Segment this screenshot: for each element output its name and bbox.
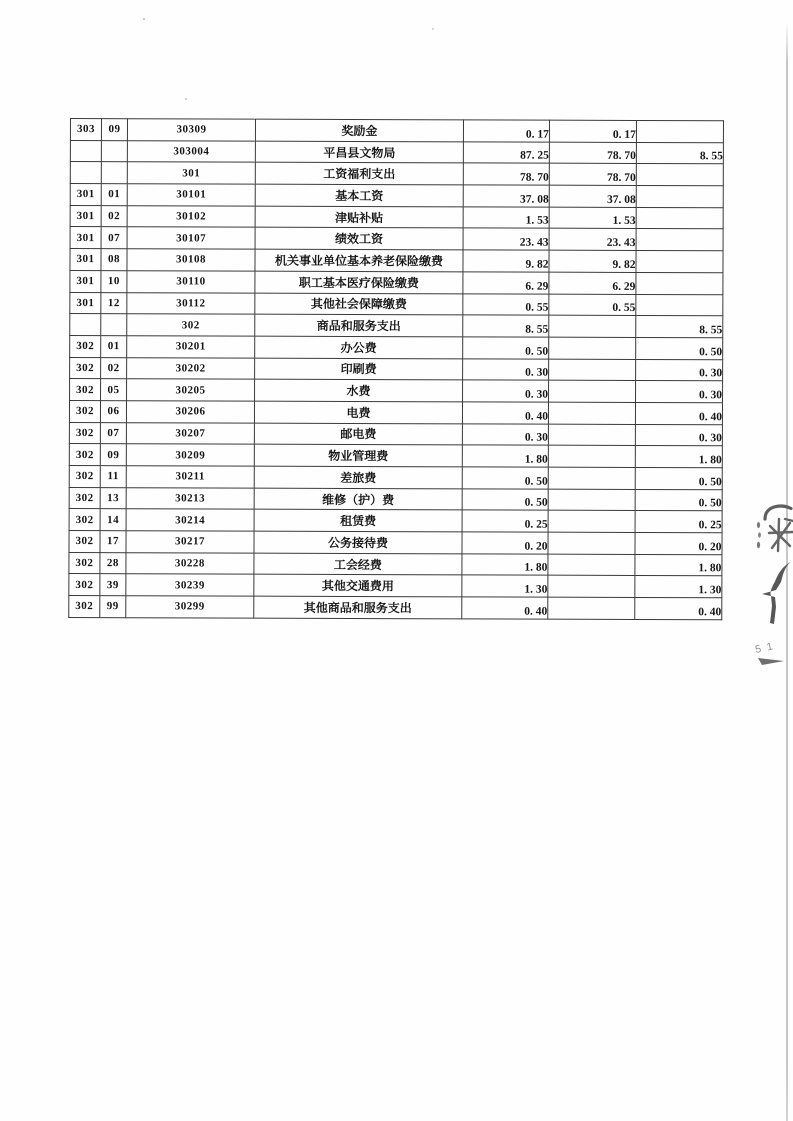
item-code-cell: 30211: [126, 466, 254, 488]
sub-code-cell: 09: [101, 119, 127, 141]
sub-code-cell: [101, 162, 127, 184]
amount-3-cell: 0. 25: [635, 511, 722, 533]
sub-code-cell: 12: [101, 292, 127, 314]
item-name-cell: 邮电费: [254, 423, 462, 445]
amount-3-cell: 0. 20: [635, 533, 722, 555]
amount-2-cell: [549, 359, 636, 381]
sub-code-cell: 28: [100, 552, 126, 574]
table-row: [70, 205, 723, 229]
amount-1-cell: 78. 70: [463, 163, 549, 185]
table-row: [70, 292, 723, 316]
item-code-cell: 303004: [127, 140, 255, 162]
sub-code-cell: 01: [101, 335, 127, 357]
item-name-cell: 公务接待费: [254, 531, 462, 553]
amount-2-cell: [548, 532, 635, 554]
budget-table: [68, 118, 724, 620]
table-row: [69, 487, 722, 511]
table-row: [70, 227, 723, 251]
sub-code-cell: 01: [101, 184, 127, 206]
class-code-cell: 302: [69, 531, 100, 553]
item-code-cell: 30110: [127, 271, 255, 293]
table-row: [69, 465, 722, 489]
amount-2-cell: 6. 29: [549, 272, 636, 294]
table-row: [69, 400, 722, 424]
class-code-cell: [70, 162, 101, 184]
amount-1-cell: 6. 29: [463, 272, 549, 294]
sub-code-cell: 11: [100, 466, 126, 488]
table-row: [69, 552, 722, 576]
item-code-cell: 30101: [127, 184, 255, 206]
item-name-cell: 基本工资: [255, 184, 463, 206]
table-body: [69, 119, 724, 620]
amount-3-cell: [636, 186, 723, 208]
table-row: [70, 184, 723, 208]
class-code-cell: 301: [70, 292, 101, 314]
item-name-cell: 奖励金: [255, 119, 463, 141]
item-name-cell: 商品和服务支出: [255, 314, 463, 336]
class-code-cell: 302: [70, 379, 101, 401]
item-code-cell: 301: [127, 162, 255, 184]
sub-code-cell: [101, 314, 127, 336]
item-name-cell: 办公费: [255, 336, 463, 358]
item-name-cell: 其他社会保障缴费: [255, 293, 463, 315]
table-row: [70, 249, 723, 273]
class-code-cell: [70, 314, 101, 336]
table-row: [69, 574, 722, 598]
class-code-cell: 301: [70, 227, 101, 249]
amount-1-cell: 0. 20: [462, 532, 548, 554]
amount-2-cell: 78. 70: [549, 164, 636, 186]
amount-2-cell: [549, 380, 636, 402]
sub-code-cell: 14: [100, 509, 126, 531]
amount-1-cell: 37. 08: [463, 185, 549, 207]
ink-blob: [762, 562, 791, 624]
sub-code-cell: 10: [101, 270, 127, 292]
amount-1-cell: 9. 82: [463, 250, 549, 272]
sub-code-cell: 17: [100, 531, 126, 553]
item-code-cell: 30102: [127, 205, 255, 227]
class-code-cell: 301: [70, 270, 101, 292]
class-code-cell: 302: [69, 574, 100, 596]
amount-3-cell: 0. 40: [635, 402, 722, 424]
class-code-cell: 302: [69, 487, 100, 509]
item-code-cell: 30206: [126, 401, 254, 423]
item-name-cell: 差旅费: [254, 466, 462, 488]
table-row: [70, 335, 723, 359]
item-name-cell: 水费: [255, 379, 463, 401]
scan-speck: [432, 28, 434, 30]
item-code-cell: 30214: [126, 509, 254, 531]
item-code-cell: 30213: [126, 487, 254, 509]
item-name-cell: 职工基本医疗保险缴费: [255, 271, 463, 293]
item-name-cell: 津贴补贴: [255, 206, 463, 228]
class-code-cell: 302: [69, 400, 100, 422]
item-code-cell: 30239: [126, 574, 254, 596]
sub-code-cell: 13: [100, 487, 126, 509]
sub-code-cell: 07: [100, 422, 126, 444]
sub-code-cell: 05: [101, 379, 127, 401]
class-code-cell: 301: [70, 249, 101, 271]
scan-speck: [143, 18, 145, 20]
item-code-cell: 30309: [127, 119, 255, 141]
class-code-cell: 303: [70, 119, 101, 141]
amount-2-cell: [548, 402, 635, 424]
item-code-cell: 30228: [126, 552, 254, 574]
item-name-cell: 租赁费: [254, 510, 462, 532]
amount-3-cell: 1. 80: [635, 554, 722, 576]
class-code-cell: 302: [70, 335, 101, 357]
amount-3-cell: 0. 30: [635, 424, 722, 446]
sub-code-cell: 06: [100, 401, 126, 423]
amount-1-cell: 0. 40: [462, 402, 548, 424]
item-code-cell: 30209: [126, 444, 254, 466]
table-row: [70, 119, 723, 143]
table-row: [70, 314, 723, 338]
sub-code-cell: 02: [101, 205, 127, 227]
amount-2-cell: 37. 08: [549, 185, 636, 207]
sub-code-cell: 99: [100, 596, 126, 618]
amount-3-cell: [636, 229, 723, 251]
amount-2-cell: 0. 17: [549, 120, 636, 142]
class-code-cell: [70, 140, 101, 162]
amount-2-cell: 78. 70: [549, 142, 636, 164]
amount-2-cell: [548, 445, 635, 467]
table-row: [69, 444, 722, 468]
item-name-cell: 其他商品和服务支出: [254, 596, 462, 618]
item-code-cell: 30107: [127, 227, 255, 249]
amount-2-cell: 1. 53: [549, 207, 636, 229]
item-code-cell: 30207: [126, 422, 254, 444]
class-code-cell: 301: [70, 184, 101, 206]
ink-character-fragment: [769, 519, 793, 551]
table-row: [70, 270, 723, 294]
class-code-cell: 302: [69, 422, 100, 444]
amount-3-cell: 8. 55: [636, 316, 723, 338]
amount-1-cell: 1. 53: [463, 207, 549, 229]
ink-dot: [758, 532, 761, 537]
class-code-cell: 302: [70, 357, 101, 379]
item-name-cell: 绩效工资: [255, 228, 463, 250]
amount-1-cell: 1. 80: [462, 445, 548, 467]
item-name-cell: 其他交通费用: [254, 575, 462, 597]
amount-2-cell: [548, 424, 635, 446]
ink-dot: [757, 542, 760, 548]
item-code-cell: 30112: [127, 292, 255, 314]
item-code-cell: 30217: [126, 531, 254, 553]
table-row: [69, 509, 722, 533]
amount-1-cell: 0. 55: [463, 293, 549, 315]
amount-3-cell: 0. 40: [635, 598, 722, 620]
amount-3-cell: [636, 120, 723, 142]
table-row: [70, 357, 723, 381]
sub-code-cell: 08: [101, 249, 127, 271]
amount-3-cell: 8. 55: [636, 142, 723, 164]
amount-3-cell: 1. 80: [635, 446, 722, 468]
amount-1-cell: 0. 50: [462, 489, 548, 511]
table-row: [70, 162, 723, 186]
class-code-cell: 302: [69, 596, 100, 618]
class-code-cell: 302: [69, 444, 100, 466]
amount-2-cell: 0. 55: [549, 294, 636, 316]
amount-1-cell: 0. 30: [462, 423, 548, 445]
table-row: [70, 379, 723, 403]
amount-3-cell: [636, 294, 723, 316]
amount-2-cell: [548, 467, 635, 489]
sub-code-cell: [101, 140, 127, 162]
sub-code-cell: 07: [101, 227, 127, 249]
amount-3-cell: [636, 207, 723, 229]
class-code-cell: 302: [69, 465, 100, 487]
class-code-cell: 302: [69, 509, 100, 531]
edge-ink-marks: [745, 495, 793, 670]
ink-tick: [758, 658, 784, 665]
amount-3-cell: [636, 272, 723, 294]
item-name-cell: 印刷费: [255, 358, 463, 380]
amount-2-cell: 9. 82: [549, 250, 636, 272]
item-name-cell: 维修（护）费: [254, 488, 462, 510]
item-code-cell: 30202: [127, 357, 255, 379]
item-name-cell: 电费: [254, 401, 462, 423]
sub-code-cell: 09: [100, 444, 126, 466]
scan-speck: [185, 98, 187, 100]
stamp-number: 5 1: [754, 640, 776, 656]
table-row: [69, 422, 722, 446]
item-name-cell: 工会经费: [254, 553, 462, 575]
item-name-cell: 工资福利支出: [255, 163, 463, 185]
ink-dot: [757, 522, 760, 528]
item-name-cell: 物业管理费: [254, 444, 462, 466]
amount-3-cell: 0. 50: [635, 489, 722, 511]
amount-1-cell: 1. 30: [462, 575, 548, 597]
amount-1-cell: 0. 30: [463, 380, 549, 402]
item-name-cell: 平昌县文物局: [255, 141, 463, 163]
amount-2-cell: 23. 43: [549, 229, 636, 251]
sub-code-cell: 39: [100, 574, 126, 596]
amount-1-cell: 0. 17: [463, 120, 549, 142]
amount-2-cell: [549, 315, 636, 337]
amount-2-cell: [549, 337, 636, 359]
amount-3-cell: 0. 50: [636, 337, 723, 359]
amount-2-cell: [548, 554, 635, 576]
amount-3-cell: 0. 30: [636, 381, 723, 403]
item-code-cell: 302: [127, 314, 255, 336]
table-row: [70, 140, 723, 164]
amount-1-cell: 0. 50: [462, 467, 548, 489]
amount-3-cell: [636, 164, 723, 186]
ink-stroke: [765, 506, 791, 519]
item-code-cell: 30108: [127, 249, 255, 271]
amount-3-cell: 0. 30: [636, 359, 723, 381]
amount-1-cell: 0. 40: [462, 597, 548, 619]
amount-3-cell: [636, 251, 723, 273]
class-code-cell: 301: [70, 205, 101, 227]
amount-1-cell: 0. 50: [463, 337, 549, 359]
table-row: [69, 531, 722, 555]
item-code-cell: 30205: [127, 379, 255, 401]
amount-1-cell: 0. 30: [463, 358, 549, 380]
amount-3-cell: 0. 50: [635, 467, 722, 489]
item-name-cell: 机关事业单位基本养老保险缴费: [255, 249, 463, 271]
amount-1-cell: 1. 80: [462, 554, 548, 576]
amount-2-cell: [548, 489, 635, 511]
table-row: [69, 596, 722, 620]
class-code-cell: 302: [69, 552, 100, 574]
amount-1-cell: 8. 55: [463, 315, 549, 337]
item-code-cell: 30201: [127, 336, 255, 358]
amount-2-cell: [548, 576, 635, 598]
amount-2-cell: [548, 511, 635, 533]
sub-code-cell: 02: [101, 357, 127, 379]
amount-2-cell: [548, 597, 635, 619]
amount-3-cell: 1. 30: [635, 576, 722, 598]
item-code-cell: 30299: [126, 596, 254, 618]
amount-1-cell: 0. 25: [462, 510, 548, 532]
amount-1-cell: 23. 43: [463, 228, 549, 250]
amount-1-cell: 87. 25: [463, 142, 549, 164]
